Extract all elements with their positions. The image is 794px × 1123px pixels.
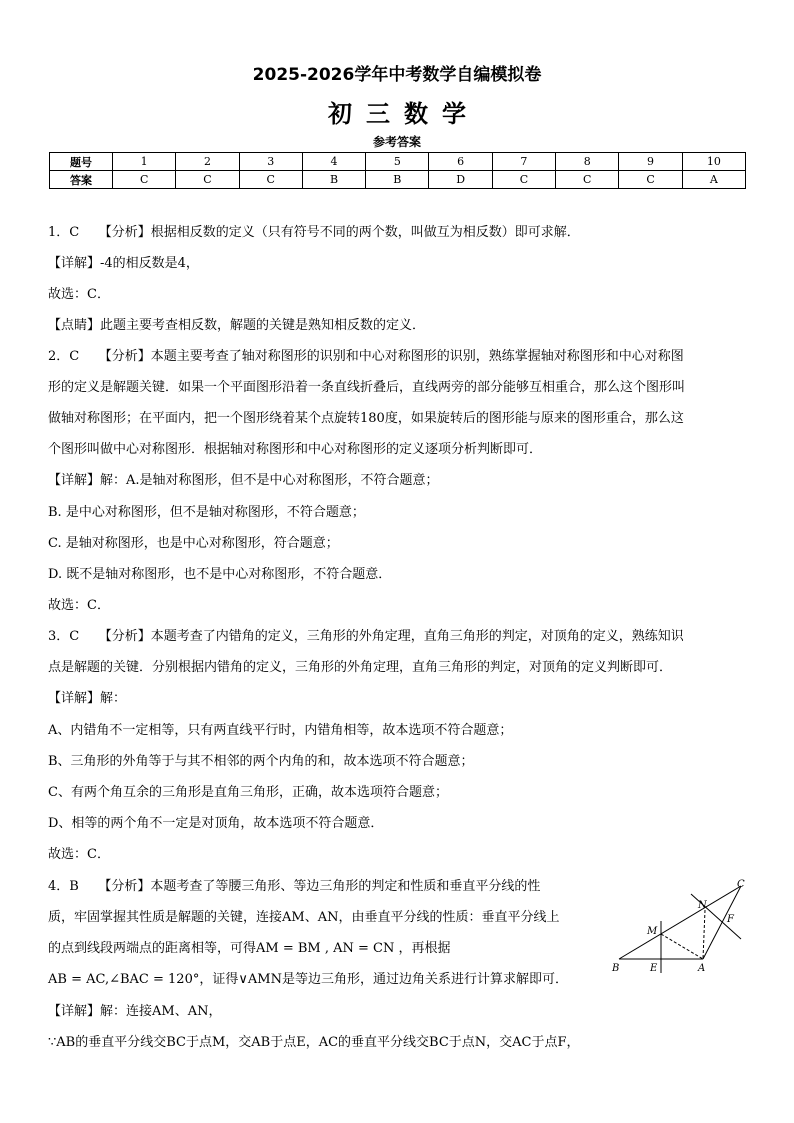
q1-detail: 【详解】-4的相反数是4， [48, 256, 199, 271]
question-number: 7 [492, 153, 555, 171]
q3-analysis-line1: 3．C 【分析】本题考查了内错角的定义，三角形的外角定理，直角三角形的判定，对顶角的定义，熟练知识 [48, 629, 684, 644]
q2-analysis-line4: 个图形叫做中心对称图形．根据轴对称图形和中心对称图形的定义逐项分析判断即可． [48, 442, 543, 457]
question-number: 1 [113, 153, 176, 171]
q4-analysis-line1: 4．B 【分析】本题考查了等腰三角形、等边三角形的判定和性质和垂直平分线的性 [48, 879, 541, 894]
q2-choice: 故选：C． [48, 598, 110, 613]
q4-detail-line2: ∵AB的垂直平分线交BC于点M，交AB于点E，AC的垂直平分线交BC于点N，交AC于点F， [48, 1035, 580, 1050]
q3-detail-c: C、有两个角互余的三角形是直角三角形，正确，故本选项符合题意； [48, 785, 448, 800]
triangle-figure [606, 876, 756, 976]
answer-cell: C [176, 171, 239, 189]
dashed-segment-an [703, 910, 705, 959]
q2-detail-c: C. 是轴对称图形，也是中心对称图形，符合题意； [48, 536, 339, 551]
q3-detail-heading: 【详解】解： [48, 691, 127, 706]
q4-analysis-line2: 质，牢固掌握其性质是解题的关键，连接AM、AN，由垂直平分线的性质：垂直平分线上 [48, 910, 560, 925]
question-number: 10 [682, 153, 745, 171]
exam-title: 2025-2026学年中考数学自编模拟卷 [252, 65, 542, 85]
q4-analysis-line3: 的点到线段两端点的距离相等，可得AM = BM , AN = CN ，再根据 [48, 941, 451, 956]
q2-detail-d: D. 既不是轴对称图形，也不是中心对称图形，不符合题意． [48, 567, 392, 582]
answer-cell: D [429, 171, 492, 189]
label-m: M [647, 926, 658, 937]
question-number: 5 [366, 153, 429, 171]
q3-choice: 故选：C． [48, 847, 110, 862]
q3-detail-b: B、三角形的外角等于与其不相邻的两个内角的和，故本选项不符合题意； [48, 754, 474, 769]
q2-detail-a: 【详解】解：A.是轴对称图形，但不是中心对称图形，不符合题意； [48, 473, 439, 488]
answer-header: 答案 [50, 171, 113, 189]
q2-analysis-line1: 2．C 【分析】本题主要考查了轴对称图形的识别和中心对称图形的识别，熟练掌握轴对称图形和中心对称图 [48, 349, 684, 364]
q2-analysis-line3: 做轴对称图形；在平面内，把一个图形绕着某个点旋转180度，如果旋转后的图形能与原来的图形重合，那么这 [48, 411, 684, 426]
answer-cell: C [492, 171, 555, 189]
label-f: F [727, 914, 734, 925]
question-number: 3 [239, 153, 302, 171]
label-c: C [737, 879, 745, 890]
q1-analysis: 1．C 【分析】根据相反数的定义（只有符号不同的两个数，叫做互为相反数）即可求解． [48, 225, 580, 240]
q2-detail-b: B. 是中心对称图形，但不是轴对称图形，不符合题意； [48, 505, 365, 520]
q1-choice: 故选：C． [48, 287, 110, 302]
question-number: 4 [302, 153, 365, 171]
question-number-header: 题号 [50, 153, 113, 171]
answer-table [49, 152, 746, 189]
subject-title: 初三数学 [328, 100, 480, 128]
dashed-segment-am [661, 934, 703, 959]
label-a: A [698, 963, 706, 974]
answer-cell: B [366, 171, 429, 189]
q1-comment: 【点睛】此题主要考查相反数，解题的关键是熟知相反数的定义． [48, 318, 426, 333]
question-number-row [50, 153, 746, 171]
label-e: E [650, 963, 658, 974]
answer-cell: C [556, 171, 619, 189]
question-number: 6 [429, 153, 492, 171]
label-n: N [698, 900, 707, 911]
q3-detail-a: A、内错角不一定相等，只有两直线平行时，内错角相等，故本选项不符合题意； [48, 723, 513, 738]
answer-row [50, 171, 746, 189]
question-number: 9 [619, 153, 682, 171]
question-number: 2 [176, 153, 239, 171]
label-b: B [612, 963, 620, 974]
q4-detail-line1: 【详解】解：连接AM、AN， [48, 1004, 222, 1019]
answer-cell: C [619, 171, 682, 189]
q4-analysis-line4: AB = AC,∠BAC = 120°，证得∨AMN是等边三角形，通过边角关系进行计算求解即可． [48, 972, 568, 987]
answer-cell: C [113, 171, 176, 189]
answer-cell: B [302, 171, 365, 189]
q2-analysis-line2: 形的定义是解题关键．如果一个平面图形沿着一条直线折叠后，直线两旁的部分能够互相重合，那么这个图形叫 [48, 380, 686, 395]
question-number: 8 [556, 153, 619, 171]
answer-cell: C [239, 171, 302, 189]
reference-answer-label: 参考答案 [372, 135, 421, 149]
answer-cell: A [682, 171, 745, 189]
q3-analysis-line2: 点是解题的关键．分别根据内错角的定义，三角形的外角定理，直角三角形的判定，对顶角的定义判断即可． [48, 660, 673, 675]
q3-detail-d: D、相等的两个角不一定是对顶角，故本选项不符合题意． [48, 816, 384, 831]
